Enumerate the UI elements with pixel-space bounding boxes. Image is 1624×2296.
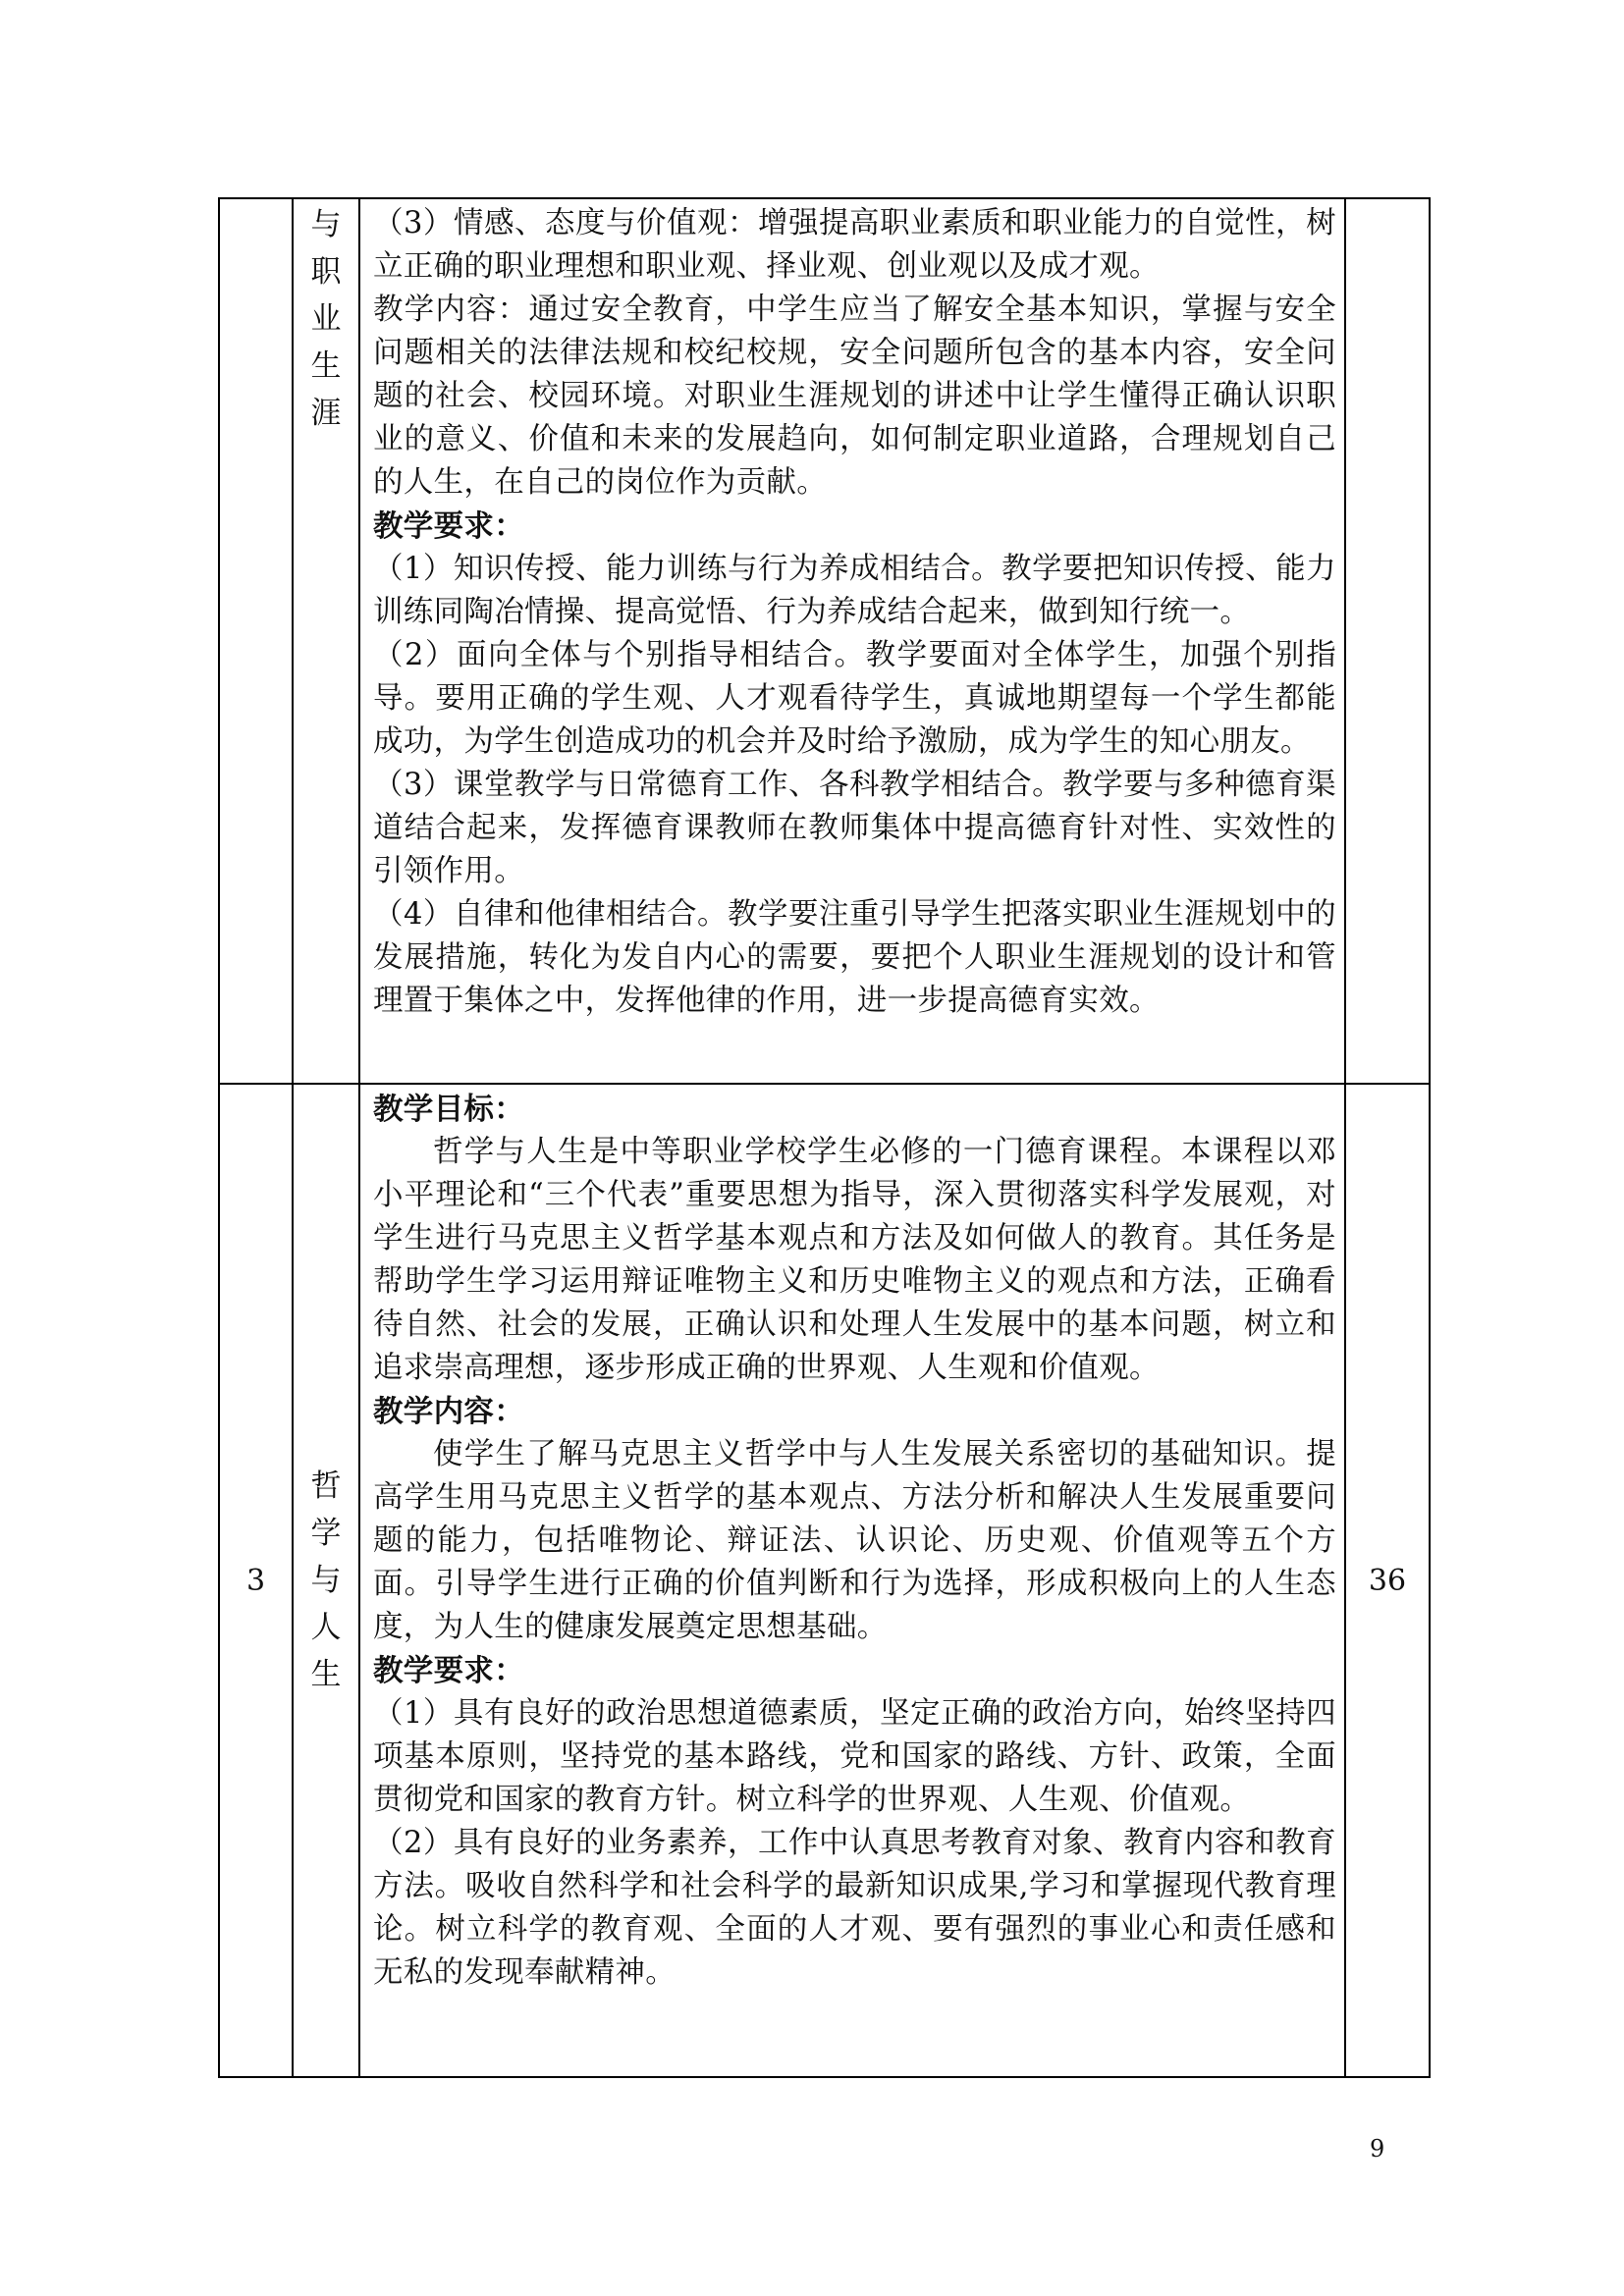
paragraph: （3）课堂教学与日常德育工作、各科教学相结合。教学要与多种德育渠道结合起来，发挥德育课教师在教师集体中提高德育针对性、实效性的引领作用。 xyxy=(373,768,1336,888)
paragraph: 哲学与人生是中等职业学校学生必修的一门德育课程。本课程以邓小平理论和“三个代表”重要思想为指导，深入贯彻落实科学发展观，对学生进行马克思主义哲学基本观点和方法及如何做人的教育。其任务是帮助学生学习运用辩证唯物主义和历史唯物主义的观点和方法，正确看待自然、社会的发展，正确认识和处理人生发展中的基本问题，树立和追求崇高理想，逐步形成正确的世界观、人生观和价值观。 xyxy=(373,1135,1336,1385)
course-number xyxy=(219,198,293,1084)
course-name-char: 生 xyxy=(310,348,342,384)
paragraph: （1）具有良好的政治思想道德素质，坚定正确的政治方向，始终坚持四项基本原则，坚持党的基本路线，党和国家的路线、方针、政策，全面贯彻党和国家的教育方针。树立科学的世界观、人生观、价值观。 xyxy=(373,1696,1336,1817)
course-name xyxy=(293,1084,359,2077)
paragraph: 使学生了解马克思主义哲学中与人生发展关系密切的基础知识。提高学生用马克思主义哲学的基本观点、方法分析和解决人生发展重要问题的能力，包括唯物论、辩证法、认识论、历史观、价值观等五个方面。引导学生进行正确的价值判断和行为选择，形成积极向上的人生态度，为人生的健康发展奠定思想基础。 xyxy=(373,1437,1336,1644)
paragraph: （2）面向全体与个别指导相结合。教学要面对全体学生，加强个别指导。要用正确的学生观、人才观看待学生，真诚地期望每一个学生都能成功，为学生创造成功的机会并及时给予激励，成为学生的知心朋友。 xyxy=(373,638,1336,759)
paragraph: 教学内容：通过安全教育，中学生应当了解安全基本知识，掌握与安全问题相关的法律法规和校纪校规，安全问题所包含的基本内容，安全问题的社会、校园环境。对职业生涯规划的讲述中让学生懂得正确认识职业的意义、价值和未来的发展趋向，如何制定职业道路，合理规划自己的人生，在自己的岗位作为贡献。 xyxy=(373,293,1336,500)
paragraph: （3）情感、态度与价值观：增强提高职业素质和职业能力的自觉性，树立正确的职业理想和职业观、择业观、创业观以及成才观。 xyxy=(373,206,1336,284)
course-name-char: 与 xyxy=(310,1563,342,1598)
course-name-char: 业 xyxy=(310,301,342,337)
course-name-char: 与 xyxy=(310,207,342,242)
course-description xyxy=(359,1084,1345,2077)
course-name xyxy=(293,198,359,1084)
course-name-char: 涯 xyxy=(310,396,342,431)
course-description xyxy=(359,198,1345,1084)
course-name-char: 职 xyxy=(310,254,342,290)
course-row xyxy=(219,1084,1430,2077)
course-name-char: 人 xyxy=(310,1610,342,1645)
section-heading: 教学要求： xyxy=(373,1653,524,1688)
course-row xyxy=(219,198,1430,1084)
course-hours xyxy=(1345,198,1430,1084)
course-number: 3 xyxy=(219,1084,293,2077)
course-name-char: 哲 xyxy=(310,1468,342,1504)
course-hours: 36 xyxy=(1345,1084,1430,2077)
section-heading: 教学目标： xyxy=(373,1092,524,1127)
paragraph: （4）自律和他律相结合。教学要注重引导学生把落实职业生涯规划中的发展措施，转化为发自内心的需要，要把个人职业生涯规划的设计和管理置于集体之中，发挥他律的作用，进一步提高德育实效。 xyxy=(373,897,1336,1018)
section-heading: 教学要求： xyxy=(373,508,524,544)
page-number: 9 xyxy=(1370,2135,1385,2163)
course-name-char: 学 xyxy=(310,1516,342,1551)
course-name-char: 生 xyxy=(310,1657,342,1692)
paragraph: （2）具有良好的业务素养，工作中认真思考教育对象、教育内容和教育方法。吸收自然科学和社会科学的最新知识成果,学习和掌握现代教育理论。树立科学的教育观、全面的人才观、要有强烈的事业心和责任感和无私的发现奉献精神。 xyxy=(373,1826,1336,1990)
paragraph: （1）知识传授、能力训练与行为养成相结合。教学要把知识传授、能力训练同陶冶情操、提高觉悟、行为养成结合起来，做到知行统一。 xyxy=(373,552,1336,629)
course-table xyxy=(218,197,1431,2078)
section-heading: 教学内容： xyxy=(373,1394,524,1429)
